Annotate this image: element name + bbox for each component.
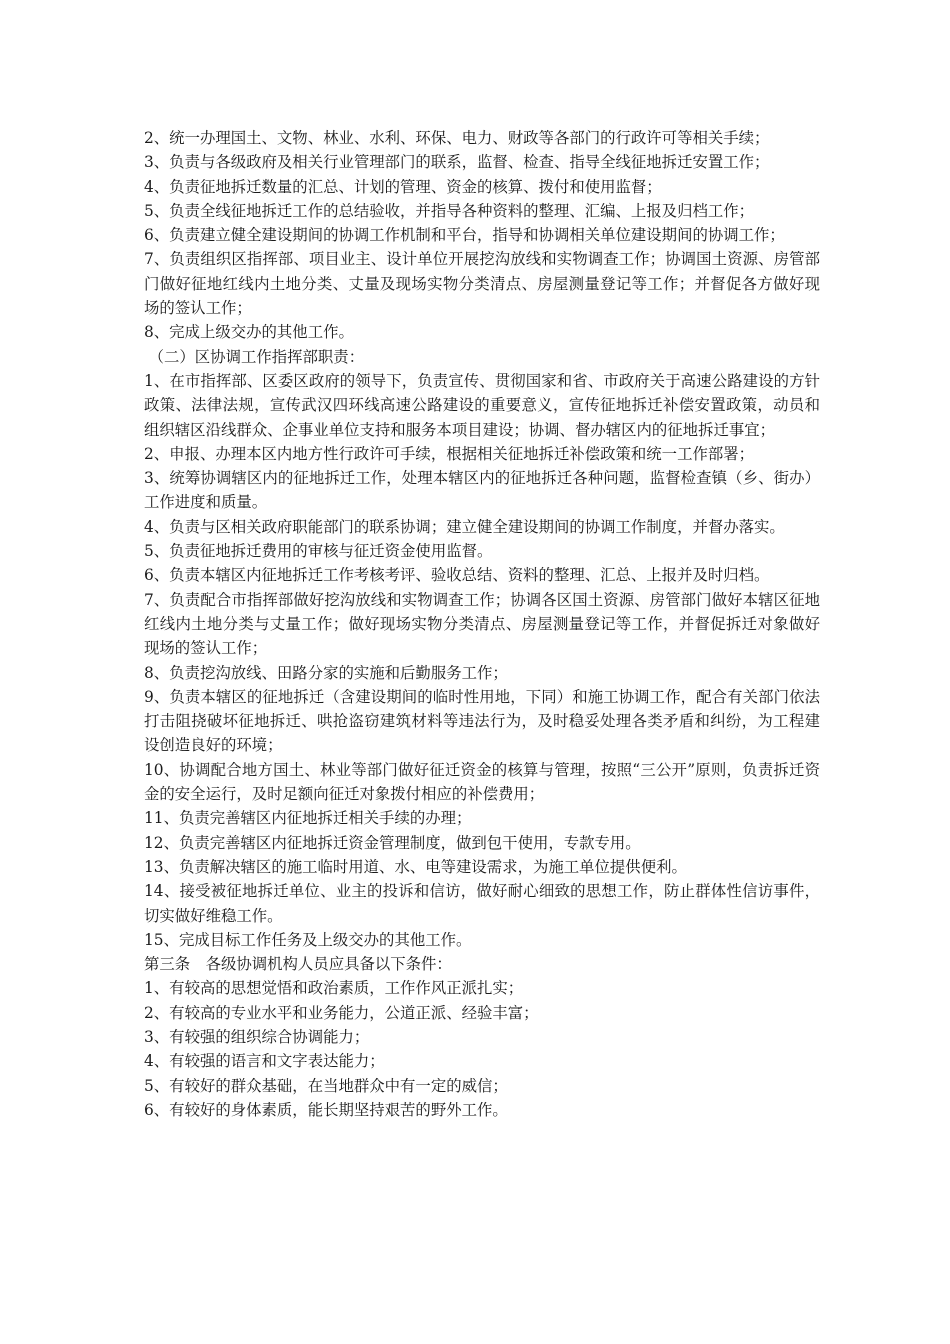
paragraph-26: 2、有较高的专业水平和业务能力，公道正派、经验丰富； bbox=[144, 1003, 539, 1022]
paragraph-5: 6、负责建立健全建设期间的协调工作机制和平台，指导和协调相关单位建设期间的协调工作； bbox=[144, 226, 785, 245]
paragraph-30: 6、有较好的身体素质，能长期坚持艰苦的野外工作。 bbox=[144, 1100, 508, 1119]
paragraph-7: 8、完成上级交办的其他工作。 bbox=[144, 323, 354, 342]
paragraph-21: 13、负责解决辖区的施工临时用道、水、电等建设需求，为施工单位提供便利。 bbox=[144, 857, 687, 876]
paragraph-19: 11、负责完善辖区内征地拆迁相关手续的办理； bbox=[144, 809, 472, 828]
paragraph-3: 4、负责征地拆迁数量的汇总、计划的管理、资金的核算、拨付和使用监督； bbox=[144, 177, 662, 196]
paragraph-27: 3、有较强的组织综合协调能力； bbox=[144, 1027, 370, 1046]
section-heading-district: （二）区协调工作指挥部职责： bbox=[148, 347, 365, 366]
paragraph-16: 8、负责挖沟放线、田路分家的实施和后勤服务工作； bbox=[144, 663, 508, 682]
paragraph-22: 14、接受被征地拆迁单位、业主的投诉和信访，做好耐心细致的思想工作，防止群体性信访事件，切实做好维稳工作。 bbox=[144, 882, 820, 925]
paragraph-10: 2、申报、办理本区内地方性行政许可手续，根据相关征地拆迁补偿政策和统一工作部署； bbox=[144, 444, 755, 463]
paragraph-4: 5、负责全线征地拆迁工作的总结验收，并指导各种资料的整理、汇编、上报及归档工作； bbox=[144, 201, 755, 220]
paragraph-13: 5、负责征地拆迁费用的审核与征迁资金使用监督。 bbox=[144, 542, 493, 561]
paragraph-28: 4、有较强的语言和文字表达能力； bbox=[144, 1052, 385, 1071]
paragraph-1: 2、统一办理国土、文物、林业、水利、环保、电力、财政等各部门的行政许可等相关手续； bbox=[144, 129, 770, 147]
paragraph-11: 3、统筹协调辖区内的征地拆迁工作，处理本辖区内的征地拆迁各种问题，监督检查镇（乡、街办）工作进度和质量。 bbox=[144, 469, 820, 512]
paragraph-23: 15、完成目标工作任务及上级交办的其他工作。 bbox=[144, 930, 472, 949]
paragraph-25: 1、有较高的思想觉悟和政治素质，工作作风正派扎实； bbox=[144, 979, 524, 998]
paragraph-18: 10、协调配合地方国土、林业等部门做好征迁资金的核算与管理，按照“三公开”原则，负责拆迁资金的安全运行，及时足额向征迁对象拨付相应的补偿费用； bbox=[144, 760, 820, 804]
paragraph-14: 6、负责本辖区内征地拆迁工作考核考评、验收总结、资料的整理、汇总、上报并及时归档。 bbox=[144, 566, 770, 585]
article-three-heading: 第三条 各级协调机构人员应具备以下条件： bbox=[144, 955, 452, 974]
paragraph-15: 7、负责配合市指挥部做好挖沟放线和实物调查工作；协调各区国土资源、房管部门做好本辖区征地红线内土地分类与丈量工作；做好现场实物分类清点、房屋测量登记等工作，并督促拆迁对象做好现场的签认工作； bbox=[144, 590, 820, 658]
paragraph-17: 9、负责本辖区的征地拆迁（含建设期间的临时性用地，下同）和施工协调工作，配合有关部门依法打击阻挠破坏征地拆迁、哄抢盗窃建筑材料等违法行为，及时稳妥处理各类矛盾和纠纷，为工程建设创造良好的环境； bbox=[144, 687, 820, 755]
document-body bbox=[144, 126, 820, 1122]
paragraph-6: 7、负责组织区指挥部、项目业主、设计单位开展挖沟放线和实物调查工作；协调国土资源、房管部门做好征地红线内土地分类、丈量及现场实物分类清点、房屋测量登记等工作；并督促各方做好现场的签认工作； bbox=[144, 250, 820, 318]
paragraph-2: 3、负责与各级政府及相关行业管理部门的联系，监督、检查、指导全线征地拆迁安置工作； bbox=[144, 153, 770, 172]
paragraph-20: 12、负责完善辖区内征地拆迁资金管理制度，做到包干使用，专款专用。 bbox=[144, 833, 641, 852]
paragraph-12: 4、负责与区相关政府职能部门的联系协调；建立健全建设期间的协调工作制度，并督办落实。 bbox=[144, 517, 785, 536]
paragraph-29: 5、有较好的群众基础，在当地群众中有一定的威信； bbox=[144, 1076, 508, 1095]
paragraph-9: 1、在市指挥部、区委区政府的领导下，负责宣传、贯彻国家和省、市政府关于高速公路建设的方针政策、法律法规，宣传武汉四环线高速公路建设的重要意义，宣传征地拆迁补偿安置政策，动员和组织辖区沿线群众、企事业单位支持和服务本项目建设；协调、督办辖区内的征地拆迁事宜； bbox=[144, 371, 820, 439]
